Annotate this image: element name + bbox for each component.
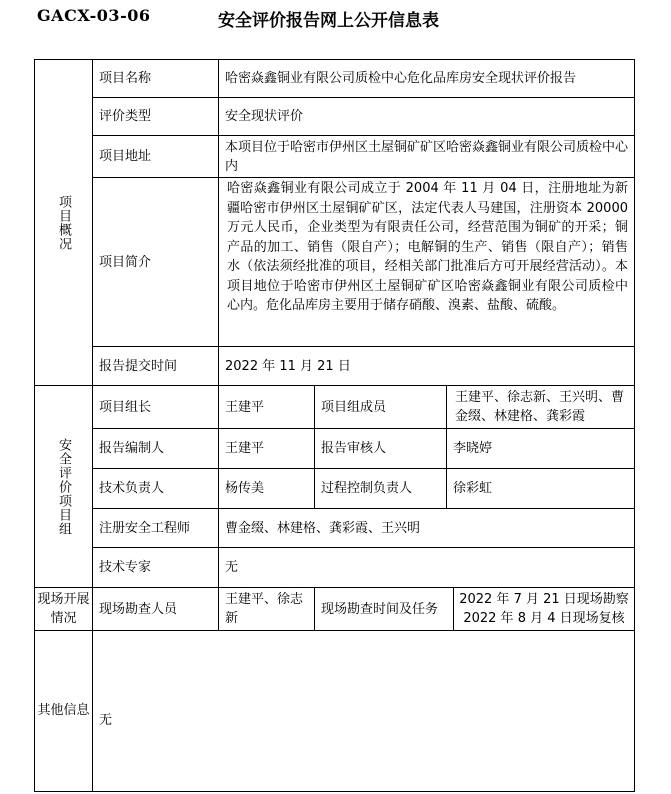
members-value: 王建平、徐志新、王兴明、曹金缀、林建格、龚彩霞 — [455, 390, 625, 424]
submit-time-value: 2022 年 11 月 21 日 — [225, 358, 351, 374]
document-code: GACX-03-06 — [37, 6, 151, 25]
leader-label: 项目组长 — [99, 399, 152, 415]
writer-value: 王建平 — [225, 441, 265, 456]
process-label: 过程控制负责人 — [321, 481, 413, 496]
reviewer-label: 报告审核人 — [321, 441, 387, 456]
process-value: 徐彩虹 — [453, 481, 493, 496]
time-task-line-2: 2022 年 8 月 4 日现场复核 — [463, 611, 625, 626]
section-team-label: 安全评价项目组 — [56, 437, 71, 536]
project-name-value: 哈密焱鑫铜业有限公司质检中心危化品库房安全现状评价报告 — [225, 71, 577, 86]
surveyors-value: 王建平、徐志新 — [225, 592, 304, 626]
leader-value: 王建平 — [225, 399, 265, 415]
eval-type-label: 评价类型 — [99, 109, 152, 124]
tech-lead-label: 技术负责人 — [99, 481, 165, 496]
eval-type-value: 安全现状评价 — [225, 109, 304, 124]
section-site-label: 现场开展情况 — [37, 592, 90, 626]
engineers-value: 曹金缀、林建格、龚彩霞、王兴明 — [225, 520, 421, 536]
engineers-label: 注册安全工程师 — [99, 520, 191, 536]
expert-label: 技术专家 — [99, 560, 152, 575]
surveyors-label: 现场勘查人员 — [99, 601, 178, 617]
table-border — [34, 791, 635, 792]
section-overview — [35, 60, 92, 385]
writer-label: 报告编制人 — [99, 441, 165, 456]
section-team — [35, 386, 92, 587]
section-overview-label: 项目概况 — [56, 194, 71, 251]
intro-label: 项目简介 — [99, 254, 152, 270]
section-divider — [34, 630, 635, 631]
submit-time-label: 报告提交时间 — [99, 358, 178, 374]
time-task-label: 现场勘查时间及任务 — [321, 601, 439, 617]
time-task-line-1: 2022 年 7 月 21 日现场勘察 — [459, 592, 629, 607]
members-label: 项目组成员 — [321, 399, 387, 415]
expert-value: 无 — [225, 560, 239, 575]
address-value: 本项目位于哈密市伊州区土屋铜矿矿区哈密焱鑫铜业有限公司质检中心内 — [225, 139, 629, 174]
project-name-label: 项目名称 — [99, 71, 152, 86]
intro-value: 哈密焱鑫铜业有限公司成立于 2004 年 11 月 04 日，注册地址为新疆哈密市伊州区土屋铜矿矿区，法定代表人马建国，注册资本 20000 万元人民币，企业类型为有限责任公司，经营范围为铜矿的开采；铜产品的加工、销售（限自产）；电解铜的生产、销售（限自产）；销售水（依法须经批准的项目，经相关部门批准后方可开展经营活动）。本项目地位于哈密市伊州区土屋铜矿矿区哈密焱鑫铜业有限公司质检中心内。危化品库房主要用于储存硝酸、溴素、盐酸、硫酸。 — [227, 181, 628, 313]
section-other-label: 其他信息 — [37, 703, 90, 718]
time-task-value — [454, 588, 634, 630]
reviewer-value: 李晓婷 — [453, 441, 493, 456]
tech-lead-value: 杨传美 — [225, 481, 265, 496]
table-border — [634, 59, 635, 792]
other-value: 无 — [99, 712, 113, 728]
document-title: 安全评价报告网上公开信息表 — [218, 11, 439, 31]
address-label: 项目地址 — [99, 149, 152, 164]
